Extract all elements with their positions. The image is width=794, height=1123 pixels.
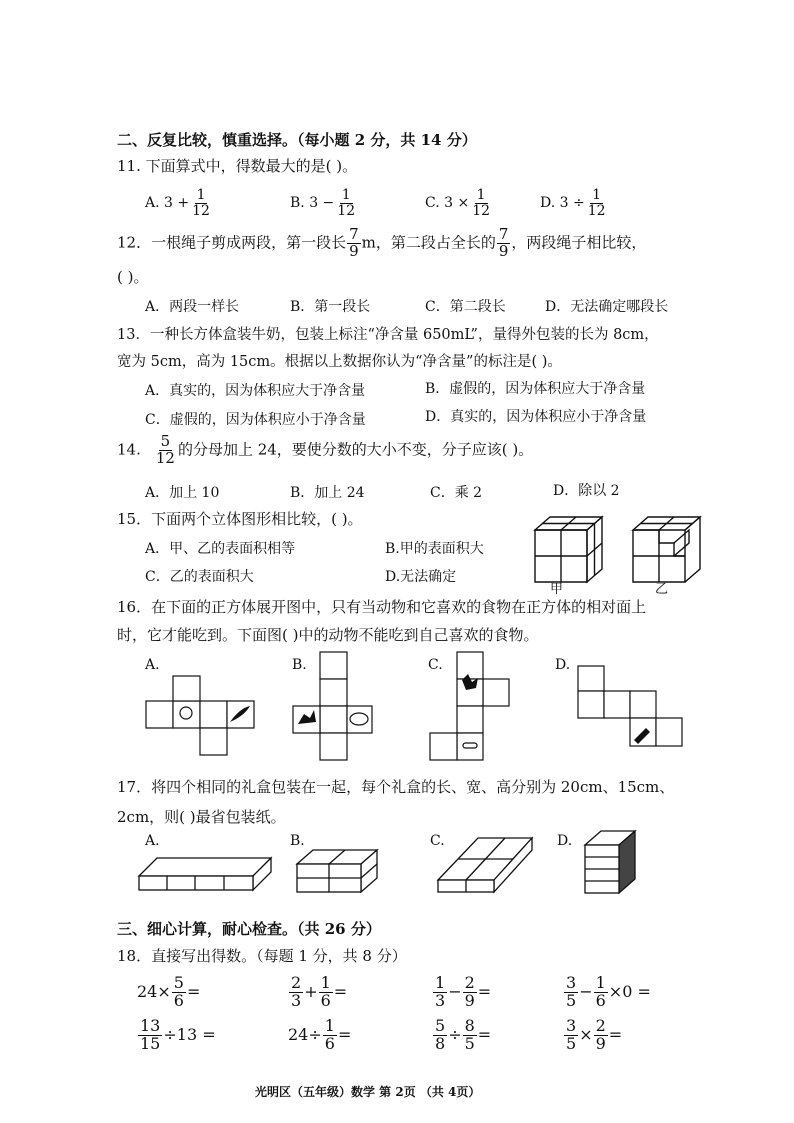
q18-expr-6: 24÷ $\frac{1}{6}$ =: [288, 1016, 352, 1053]
q16-line-1: 16．在下面的正方体展开图中，只有当动物和它喜欢的食物在正方体的相对面上: [117, 598, 647, 616]
q18-expr-1: 24× $\frac{5}{6}$ =: [137, 973, 201, 1010]
q17-label-a: A.: [145, 833, 160, 849]
q15-option-d: D.无法确定: [385, 569, 457, 585]
q17-box-arrangement-b: [297, 848, 379, 896]
q17-label-c: C.: [430, 833, 445, 849]
q17-line-2: 2cm，则( )最省包装纸。: [117, 808, 286, 826]
q16-net-b: [292, 652, 372, 762]
q11-option-b: B. 3 − $\frac{1}{12}$: [290, 187, 356, 219]
q17-box-arrangement-d: [583, 829, 639, 895]
q15-option-a: A．甲、乙的表面积相等: [145, 541, 296, 557]
section-2-title: 二、反复比较，慎重选择。（每小题 2 分，共 14 分）: [117, 131, 477, 149]
q17-box-arrangement-a: [139, 856, 274, 896]
q14-option-d: D．除以 2: [553, 483, 620, 499]
q12-option-d: D．无法确定哪段长: [545, 299, 669, 315]
q12-option-c: C．第二段长: [425, 299, 506, 315]
q13-option-d: D．真实的，因为体积应小于净含量: [425, 409, 647, 425]
q15-stem: 15．下面两个立体图形相比较，( )。: [117, 510, 363, 528]
q16-net-a: [146, 676, 256, 756]
q17-line-1: 17．将四个相同的礼盒包装在一起，每个礼盒的长、宽、高分别为 20cm、15cm、: [117, 778, 675, 796]
q13-option-c: C．虚假的，因为体积应小于净含量: [145, 412, 366, 428]
q18-expr-8: $\frac{3}{5}$ × $\frac{2}{9}$ =: [566, 1016, 623, 1053]
q15-option-c: C．乙的表面积大: [145, 569, 254, 585]
section-3-title: 三、细心计算，耐心检查。（共 26 分）: [117, 920, 381, 938]
q18-expr-2: $\frac{2}{3}$ + $\frac{1}{6}$ =: [291, 973, 348, 1010]
q11-option-c: C. 3 × $\frac{1}{12}$: [425, 187, 491, 219]
q16-label-b: B.: [292, 657, 307, 673]
q12-option-a: A．两段一样长: [145, 299, 240, 315]
figure-jia-cube: [530, 510, 610, 585]
q16-line-2: 时，它才能吃到。下面图( )中的动物不能吃到自己喜欢的食物。: [117, 626, 539, 644]
q18-stem: 18．直接写出得数。（每题 1 分，共 8 分）: [117, 947, 407, 965]
q11-stem: 11. 下面算式中，得数最大的是( )。: [117, 157, 358, 175]
q14-option-b: B．加上 24: [290, 485, 365, 501]
q16-net-d: [578, 666, 683, 751]
q13-line-2: 宽为 5cm，高为 15cm。根据以上数据你认为“净含量”的标注是( )。: [117, 354, 562, 370]
q14-stem: 14. $\frac{5}{12}$ 的分母加上 24，要使分数的大小不变，分子应该( )。: [117, 432, 534, 467]
q12-blank: ( )。: [117, 268, 149, 286]
q18-expr-5: $\frac{13}{15}$ ÷13 =: [140, 1016, 216, 1053]
figure-yi-cube: [628, 510, 708, 585]
q13-line-1: 13．一种长方体盒装牛奶，包装上标注“净含量 650mL”，量得外包装的长为 8cm，: [117, 327, 659, 343]
q16-label-d: D.: [555, 657, 571, 673]
figure-jia-label: 甲: [550, 582, 564, 597]
q12-option-b: B．第一段长: [290, 299, 371, 315]
page-footer: 光明区（五年级）数学 第 2页 （共 4页）: [255, 1085, 481, 1099]
q17-label-d: D.: [557, 833, 573, 849]
q12-stem: 12．一根绳子剪成两段，第一段长 $\frac{7}{9}$ m，第二段占全长的 $\frac{7}{9}$ ，两段绳子相比较，: [117, 225, 647, 260]
figure-yi-label: 乙: [655, 582, 669, 597]
q13-option-a: A．真实的，因为体积应大于净含量: [145, 383, 366, 399]
q14-option-c: C．乘 2: [430, 485, 483, 501]
q17-box-arrangement-c: [438, 836, 534, 896]
q13-option-b: B．虚假的，因为体积应大于净含量: [425, 381, 646, 397]
q11-option-a: A. 3 + $\frac{1}{12}$: [145, 187, 210, 219]
q15-option-b: B.甲的表面积大: [385, 541, 484, 557]
q16-label-a: A.: [145, 657, 160, 673]
q11-option-d: D. 3 ÷ $\frac{1}{12}$: [540, 187, 606, 219]
q18-expr-7: $\frac{5}{8}$ ÷ $\frac{8}{5}$ =: [435, 1016, 492, 1053]
q18-expr-4: $\frac{3}{5}$ − $\frac{1}{6}$ ×0 =: [566, 973, 651, 1010]
q17-label-b: B.: [290, 833, 305, 849]
q16-label-c: C.: [428, 657, 443, 673]
q16-net-c: [430, 652, 510, 762]
q18-expr-3: $\frac{1}{3}$ − $\frac{2}{9}$ =: [435, 973, 492, 1010]
q14-option-a: A．加上 10: [145, 485, 220, 501]
